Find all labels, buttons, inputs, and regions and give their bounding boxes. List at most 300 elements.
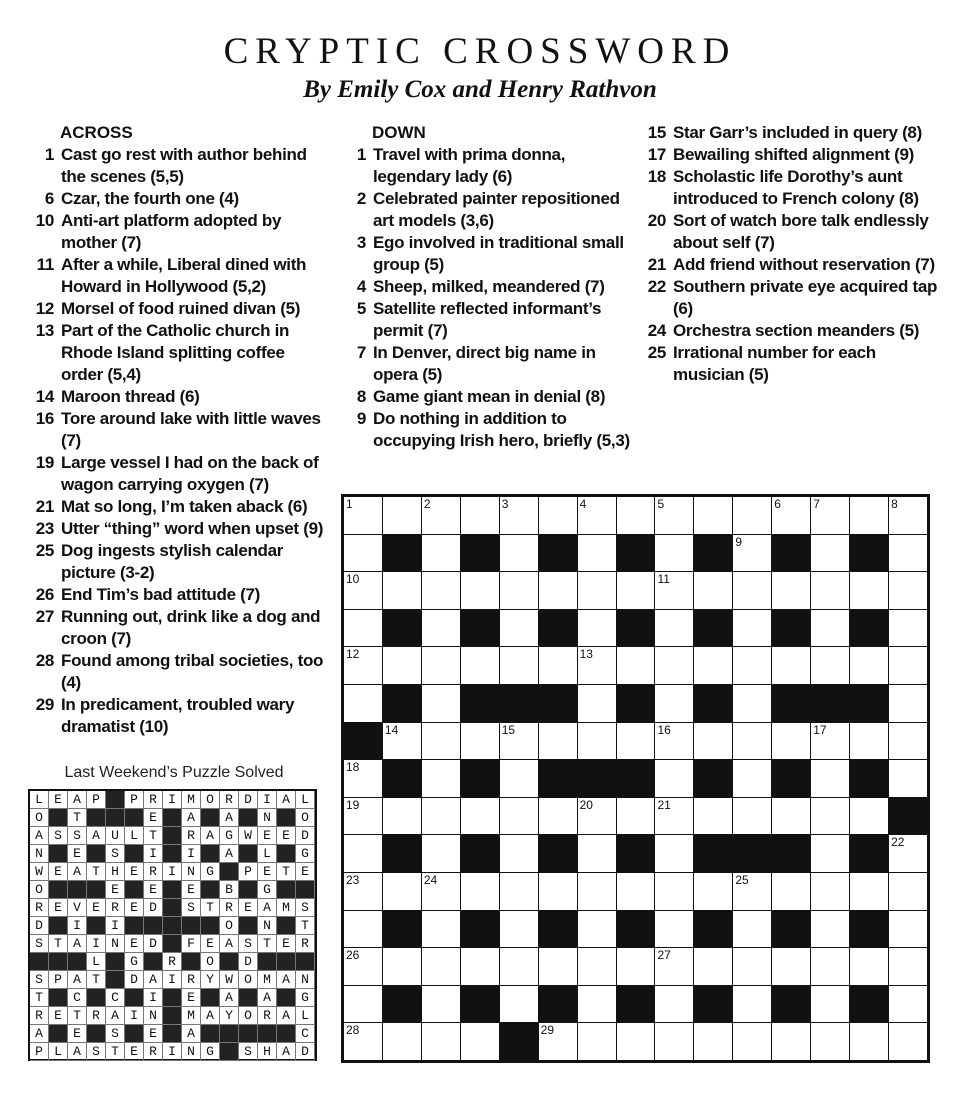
answer-square[interactable] (733, 535, 771, 572)
answer-square[interactable] (811, 798, 849, 835)
answer-square[interactable] (500, 798, 538, 835)
solved-letter-cell: U (106, 827, 125, 845)
answer-square[interactable] (344, 986, 382, 1023)
answer-square[interactable] (772, 1023, 810, 1060)
solved-black-cell (163, 1025, 182, 1043)
answer-square[interactable] (811, 835, 849, 872)
answer-square[interactable] (733, 1023, 771, 1060)
square-number: 20 (579, 797, 593, 812)
answer-square[interactable] (539, 647, 577, 684)
clue-item (30, 320, 330, 386)
clue-item (30, 408, 330, 452)
clue-item (342, 342, 632, 386)
answer-square[interactable] (500, 572, 538, 609)
answer-square[interactable] (733, 948, 771, 985)
answer-square[interactable] (578, 873, 616, 910)
answer-square[interactable] (617, 1023, 655, 1060)
answer-square[interactable] (850, 873, 888, 910)
black-square (772, 535, 810, 572)
answer-square[interactable] (422, 948, 460, 985)
answer-square[interactable] (655, 497, 693, 534)
solved-black-cell (239, 845, 258, 863)
answer-square[interactable] (733, 723, 771, 760)
answer-square[interactable] (344, 497, 382, 534)
answer-square[interactable] (383, 497, 421, 534)
answer-square[interactable] (733, 911, 771, 948)
answer-square[interactable] (811, 760, 849, 797)
answer-square[interactable] (344, 572, 382, 609)
solved-letter-cell: S (182, 899, 201, 917)
clue-item (642, 342, 942, 386)
answer-square[interactable] (850, 948, 888, 985)
answer-square[interactable] (889, 1023, 927, 1060)
black-square (850, 685, 888, 722)
answer-square[interactable] (655, 723, 693, 760)
answer-square[interactable] (772, 873, 810, 910)
answer-square[interactable] (811, 1023, 849, 1060)
clue-number: 2 (356, 189, 366, 208)
solved-letter-cell: E (68, 1025, 87, 1043)
answer-square[interactable] (694, 798, 732, 835)
solved-letter-cell: I (163, 971, 182, 989)
answer-square[interactable] (811, 723, 849, 760)
answer-square[interactable] (655, 572, 693, 609)
answer-square[interactable] (655, 835, 693, 872)
answer-square[interactable] (578, 647, 616, 684)
answer-square[interactable] (344, 948, 382, 985)
solved-black-cell (163, 989, 182, 1007)
answer-square[interactable] (772, 572, 810, 609)
answer-square[interactable] (811, 647, 849, 684)
answer-square[interactable] (811, 610, 849, 647)
square-number: 19 (346, 797, 360, 812)
answer-square[interactable] (578, 497, 616, 534)
clue-item (342, 298, 632, 342)
answer-square[interactable] (889, 911, 927, 948)
answer-square[interactable] (344, 873, 382, 910)
answer-square[interactable] (733, 647, 771, 684)
answer-square[interactable] (578, 911, 616, 948)
answer-square[interactable] (383, 647, 421, 684)
solved-black-cell (201, 989, 220, 1007)
clue-number: 18 (647, 167, 666, 186)
answer-square[interactable] (655, 1023, 693, 1060)
answer-square[interactable] (578, 572, 616, 609)
black-square (383, 911, 421, 948)
answer-square[interactable] (889, 873, 927, 910)
clue-number: 26 (35, 585, 54, 604)
answer-square[interactable] (422, 685, 460, 722)
answer-square[interactable] (694, 873, 732, 910)
solved-letter-cell: S (239, 1043, 258, 1061)
answer-square[interactable] (422, 911, 460, 948)
answer-square[interactable] (461, 647, 499, 684)
black-square (850, 986, 888, 1023)
solved-black-cell (201, 809, 220, 827)
answer-square[interactable] (578, 798, 616, 835)
black-square (772, 685, 810, 722)
answer-square[interactable] (811, 948, 849, 985)
answer-square[interactable] (500, 911, 538, 948)
solved-letter-cell: E (106, 881, 125, 899)
answer-square[interactable] (539, 1023, 577, 1060)
answer-square[interactable] (461, 572, 499, 609)
answer-square[interactable] (694, 497, 732, 534)
answer-square[interactable] (811, 873, 849, 910)
solved-letter-cell: V (68, 899, 87, 917)
clue-item (30, 188, 330, 210)
answer-square[interactable] (694, 572, 732, 609)
answer-square[interactable] (889, 535, 927, 572)
solved-black-cell (239, 1025, 258, 1043)
answer-square[interactable] (539, 723, 577, 760)
answer-square[interactable] (889, 986, 927, 1023)
answer-square[interactable] (772, 798, 810, 835)
answer-square[interactable] (850, 798, 888, 835)
answer-square[interactable] (539, 873, 577, 910)
solved-letter-cell: P (49, 971, 68, 989)
black-square (578, 760, 616, 797)
answer-square[interactable] (578, 948, 616, 985)
black-square (539, 911, 577, 948)
clue-number: 5 (356, 299, 366, 318)
solved-black-cell (125, 989, 144, 1007)
answer-square[interactable] (422, 497, 460, 534)
answer-square[interactable] (617, 723, 655, 760)
solved-letter-cell: R (144, 1043, 163, 1061)
solved-black-cell (87, 881, 106, 899)
answer-square[interactable] (811, 535, 849, 572)
answer-square[interactable] (500, 760, 538, 797)
solved-letter-cell: E (125, 863, 144, 881)
clue-number: 8 (356, 387, 366, 406)
answer-square[interactable] (850, 497, 888, 534)
clue-number: 12 (35, 299, 54, 318)
clue-text: Running out, drink like a dog and croon (7) (61, 607, 321, 648)
black-square (694, 535, 732, 572)
clue-number: 25 (35, 541, 54, 560)
answer-square[interactable] (889, 835, 927, 872)
answer-square[interactable] (772, 647, 810, 684)
clue-text: Morsel of food ruined divan (5) (61, 299, 301, 318)
answer-square[interactable] (889, 948, 927, 985)
clue-number: 10 (35, 211, 54, 230)
answer-square[interactable] (344, 535, 382, 572)
clue-text: End Tim’s bad attitude (7) (61, 585, 261, 604)
solved-letter-cell: D (144, 899, 163, 917)
clue-number: 15 (647, 123, 666, 142)
solved-black-cell (30, 953, 49, 971)
answer-square[interactable] (578, 685, 616, 722)
answer-square[interactable] (811, 911, 849, 948)
answer-square[interactable] (617, 572, 655, 609)
answer-square[interactable] (655, 986, 693, 1023)
answer-square[interactable] (772, 497, 810, 534)
answer-square[interactable] (539, 948, 577, 985)
answer-square[interactable] (461, 497, 499, 534)
answer-square[interactable] (889, 610, 927, 647)
answer-square[interactable] (811, 572, 849, 609)
answer-square[interactable] (655, 760, 693, 797)
clue-item (30, 144, 330, 188)
solved-letter-cell: E (182, 989, 201, 1007)
clue-item (342, 276, 632, 298)
answer-square[interactable] (383, 798, 421, 835)
solved-letter-cell: A (68, 935, 87, 953)
solved-letter-cell: D (239, 953, 258, 971)
answer-square[interactable] (344, 685, 382, 722)
answer-square[interactable] (578, 1023, 616, 1060)
solved-black-cell (163, 935, 182, 953)
answer-square[interactable] (889, 647, 927, 684)
answer-square[interactable] (500, 497, 538, 534)
square-number: 5 (657, 497, 665, 511)
clue-item (30, 452, 330, 496)
answer-square[interactable] (500, 647, 538, 684)
solved-letter-cell: I (163, 791, 182, 809)
answer-square[interactable] (694, 723, 732, 760)
answer-square[interactable] (850, 572, 888, 609)
black-square (617, 760, 655, 797)
clue-number: 11 (36, 255, 54, 274)
answer-square[interactable] (617, 798, 655, 835)
answer-square[interactable] (617, 647, 655, 684)
solved-letter-cell: R (106, 899, 125, 917)
answer-square[interactable] (733, 685, 771, 722)
solved-black-cell (49, 881, 68, 899)
answer-square[interactable] (578, 835, 616, 872)
answer-square[interactable] (733, 873, 771, 910)
solved-letter-cell: E (258, 863, 277, 881)
answer-square[interactable] (655, 948, 693, 985)
square-number: 12 (346, 647, 360, 662)
solved-letter-cell: S (30, 971, 49, 989)
clue-text: Scholastic life Dorothy’s aunt introduced to French colony (8) (673, 167, 919, 208)
solved-letter-cell: R (30, 899, 49, 917)
solved-letter-cell: A (68, 1043, 87, 1061)
square-number: 16 (657, 722, 671, 737)
answer-square[interactable] (655, 798, 693, 835)
black-square (694, 986, 732, 1023)
solved-letter-cell: E (125, 1043, 144, 1061)
square-number: 18 (346, 760, 360, 775)
clue-number: 4 (356, 277, 366, 296)
answer-square[interactable] (461, 948, 499, 985)
answer-square[interactable] (500, 610, 538, 647)
answer-square[interactable] (655, 647, 693, 684)
answer-square[interactable] (539, 798, 577, 835)
answer-square[interactable] (889, 723, 927, 760)
answer-square[interactable] (811, 986, 849, 1023)
solved-black-cell (277, 845, 296, 863)
black-square (772, 610, 810, 647)
answer-square[interactable] (422, 986, 460, 1023)
answer-square[interactable] (811, 497, 849, 534)
solved-letter-cell: E (296, 863, 315, 881)
solved-black-cell (68, 953, 87, 971)
black-square (772, 760, 810, 797)
answer-square[interactable] (578, 610, 616, 647)
answer-square[interactable] (617, 497, 655, 534)
answer-square[interactable] (422, 835, 460, 872)
solved-black-cell (182, 917, 201, 935)
solved-black-cell (144, 953, 163, 971)
answer-square[interactable] (383, 723, 421, 760)
answer-square[interactable] (655, 535, 693, 572)
answer-square[interactable] (617, 948, 655, 985)
answer-square[interactable] (344, 835, 382, 872)
solved-letter-cell: E (277, 827, 296, 845)
answer-square[interactable] (733, 760, 771, 797)
solved-letter-cell: A (182, 809, 201, 827)
answer-square[interactable] (850, 647, 888, 684)
answer-square[interactable] (422, 1023, 460, 1060)
answer-square[interactable] (461, 723, 499, 760)
clue-text: Dog ingests stylish calendar picture (3-2) (61, 541, 284, 582)
answer-square[interactable] (539, 572, 577, 609)
across-heading: ACROSS (60, 123, 133, 142)
answer-square[interactable] (500, 535, 538, 572)
black-square (539, 685, 577, 722)
answer-square[interactable] (850, 723, 888, 760)
solved-black-cell (220, 953, 239, 971)
clue-number: 23 (35, 519, 54, 538)
answer-square[interactable] (383, 572, 421, 609)
answer-square[interactable] (500, 723, 538, 760)
answer-square[interactable] (889, 572, 927, 609)
clue-text: Czar, the fourth one (4) (61, 189, 239, 208)
answer-square[interactable] (422, 723, 460, 760)
answer-square[interactable] (344, 760, 382, 797)
solved-black-cell (87, 989, 106, 1007)
clue-number: 20 (647, 211, 666, 230)
answer-square[interactable] (850, 1023, 888, 1060)
solved-letter-cell: I (163, 863, 182, 881)
answer-square[interactable] (344, 610, 382, 647)
solved-letter-cell: R (144, 863, 163, 881)
clue-item (30, 518, 330, 540)
answer-square[interactable] (733, 610, 771, 647)
answer-square[interactable] (422, 760, 460, 797)
answer-square[interactable] (344, 798, 382, 835)
answer-square[interactable] (694, 1023, 732, 1060)
solved-letter-cell: A (220, 809, 239, 827)
solved-letter-cell: A (220, 845, 239, 863)
solved-letter-cell: O (30, 881, 49, 899)
solved-black-cell (258, 953, 277, 971)
answer-square[interactable] (733, 798, 771, 835)
answer-square[interactable] (344, 1023, 382, 1060)
black-square (500, 685, 538, 722)
answer-square[interactable] (655, 873, 693, 910)
answer-square[interactable] (733, 497, 771, 534)
answer-square[interactable] (461, 873, 499, 910)
solved-letter-cell: A (68, 971, 87, 989)
answer-square[interactable] (655, 610, 693, 647)
square-number: 8 (891, 497, 898, 511)
answer-square[interactable] (422, 798, 460, 835)
answer-square[interactable] (733, 986, 771, 1023)
clue-text: After a while, Liberal dined with Howard in Hollywood (5,2) (61, 255, 307, 296)
answer-square[interactable] (500, 986, 538, 1023)
answer-square[interactable] (889, 497, 927, 534)
clue-text: Do nothing in addition to occupying Irish hero, briefly (5,3) (373, 409, 630, 450)
answer-square[interactable] (422, 535, 460, 572)
square-number: 25 (735, 872, 749, 887)
answer-square[interactable] (889, 760, 927, 797)
clue-number: 14 (35, 387, 54, 406)
answer-square[interactable] (655, 685, 693, 722)
crossword-grid[interactable] (341, 494, 930, 1063)
answer-square[interactable] (733, 572, 771, 609)
clue-number: 16 (35, 409, 54, 428)
answer-square[interactable] (461, 1023, 499, 1060)
answer-square[interactable] (422, 647, 460, 684)
answer-square[interactable] (422, 873, 460, 910)
solved-letter-cell: E (144, 1025, 163, 1043)
solved-letter-cell: A (201, 1007, 220, 1025)
answer-square[interactable] (344, 647, 382, 684)
answer-square[interactable] (772, 948, 810, 985)
black-square (383, 610, 421, 647)
answer-square[interactable] (694, 647, 732, 684)
solved-letter-cell: D (239, 791, 258, 809)
solved-black-cell (49, 845, 68, 863)
down-list (342, 144, 632, 452)
answer-square[interactable] (772, 723, 810, 760)
clue-number: 19 (35, 453, 54, 472)
answer-square[interactable] (461, 798, 499, 835)
black-square (617, 911, 655, 948)
down-clues-1 (342, 122, 632, 452)
answer-square[interactable] (383, 1023, 421, 1060)
square-number: 10 (346, 572, 360, 587)
square-number: 24 (423, 872, 438, 887)
black-square (500, 1023, 538, 1060)
answer-square[interactable] (539, 497, 577, 534)
answer-square[interactable] (578, 535, 616, 572)
clue-text: Part of the Catholic church in Rhode Island splitting coffee order (5,4) (61, 321, 290, 384)
answer-square[interactable] (422, 572, 460, 609)
answer-square[interactable] (694, 948, 732, 985)
clue-number: 13 (35, 321, 54, 340)
solved-letter-cell: E (182, 881, 201, 899)
solved-letter-cell: R (163, 953, 182, 971)
solved-black-cell (220, 1025, 239, 1043)
solved-letter-cell: N (258, 917, 277, 935)
solved-black-cell (277, 881, 296, 899)
answer-square[interactable] (578, 986, 616, 1023)
solved-letter-cell: E (144, 881, 163, 899)
solved-letter-cell: W (220, 971, 239, 989)
answer-square[interactable] (422, 610, 460, 647)
answer-square[interactable] (344, 911, 382, 948)
answer-square[interactable] (500, 948, 538, 985)
answer-square[interactable] (500, 835, 538, 872)
answer-square[interactable] (578, 723, 616, 760)
solved-black-cell (163, 899, 182, 917)
answer-square[interactable] (383, 873, 421, 910)
answer-square[interactable] (617, 873, 655, 910)
square-number: 2 (423, 497, 431, 511)
answer-square[interactable] (383, 948, 421, 985)
square-number: 21 (657, 797, 671, 812)
solved-letter-cell: L (30, 791, 49, 809)
answer-square[interactable] (889, 685, 927, 722)
down-heading: DOWN (372, 123, 426, 142)
answer-square[interactable] (500, 873, 538, 910)
answer-square[interactable] (655, 911, 693, 948)
